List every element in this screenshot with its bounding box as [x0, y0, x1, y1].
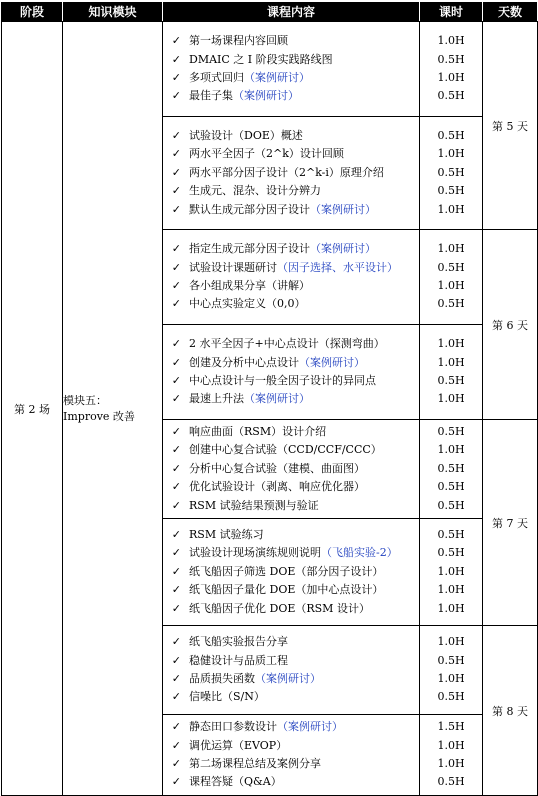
check-icon: ✓: [171, 392, 181, 406]
course-item-text: 最佳子集: [189, 89, 233, 103]
header-module: 知识模块: [63, 2, 163, 22]
course-item-text: 两水平部分因子设计（2^k-i）原理介绍: [189, 165, 384, 179]
course-item: [163, 390, 419, 408]
course-item-text: 纸飞船因子筛选 DOE（部分因子设计）: [189, 564, 384, 578]
case-study-tag: （案例研讨）: [244, 71, 310, 84]
hours-cell: [420, 420, 483, 519]
course-item: [163, 182, 419, 200]
schedule-block-row: [2, 22, 538, 117]
content-cell: [163, 420, 420, 519]
check-icon: ✓: [171, 34, 181, 48]
check-icon: ✓: [171, 443, 181, 457]
course-item-text: 试验设计（DOE）概述: [189, 129, 303, 143]
hours-value: 1.0H: [437, 443, 465, 457]
course-item: [163, 277, 419, 295]
hours-cell: [420, 519, 483, 626]
check-icon: ✓: [171, 355, 181, 369]
course-item-text: 各小组成果分享（讲解）: [189, 279, 310, 292]
course-item: [163, 633, 419, 651]
check-icon: ✓: [171, 757, 181, 770]
hours-value: 1.0H: [437, 738, 465, 752]
hours-value: 0.5H: [437, 653, 465, 667]
module-cell: [63, 22, 163, 796]
course-item-text: 信噪比（S/N）: [189, 690, 265, 704]
course-item: [163, 755, 419, 773]
content-cell: [163, 325, 420, 420]
course-item-text: 纸飞船实验报告分享: [189, 635, 288, 649]
hours-value: 1.0H: [437, 635, 465, 649]
course-item-text: 纸飞船因子量化 DOE（加中心点设计）: [189, 583, 384, 597]
hours-cell: [420, 117, 483, 230]
module-line-1: 模块五：: [63, 393, 107, 407]
course-item-text: RSM 试验结果预测与验证: [189, 498, 319, 512]
hours-cell: [420, 626, 483, 715]
module-line-2: Improve 改善: [63, 409, 135, 423]
header-hours: 课时: [420, 2, 483, 22]
hours-value: 0.5H: [437, 498, 465, 512]
check-icon: ✓: [171, 71, 181, 84]
hours-value: 1.0H: [437, 202, 465, 216]
content-cell: [163, 626, 420, 715]
hours-value: 1.0H: [437, 392, 465, 406]
course-item: [163, 69, 419, 87]
course-item-text: 试验设计现场演练规则说明: [189, 546, 321, 560]
course-item-text: 两水平全因子（2^k）设计回顾: [189, 147, 344, 161]
course-item: [163, 164, 419, 182]
hours-value: 1.0H: [437, 147, 465, 161]
check-icon: ✓: [171, 184, 181, 198]
hours-value: 1.0H: [437, 601, 465, 615]
day-cell: 第 8 天: [483, 626, 538, 796]
course-item-text: 课程答疑（Q&A）: [189, 775, 282, 789]
course-schedule-table: [1, 1, 538, 796]
day-cell: 第 7 天: [483, 420, 538, 626]
hours-value: 0.5H: [437, 297, 465, 311]
course-item: [163, 563, 419, 581]
hours-value: 1.0H: [437, 757, 465, 770]
content-cell: [163, 519, 420, 626]
check-icon: ✓: [171, 480, 181, 494]
check-icon: ✓: [171, 775, 181, 789]
check-icon: ✓: [171, 653, 181, 667]
course-item: [163, 652, 419, 670]
course-item-text: 最速上升法: [189, 392, 244, 406]
header-content: 课程内容: [163, 2, 420, 22]
case-study-tag: （案例研讨）: [310, 202, 376, 216]
check-icon: ✓: [171, 52, 181, 66]
case-study-tag: （飞船实验-2）: [321, 546, 398, 560]
check-icon: ✓: [171, 528, 181, 542]
course-item: [163, 127, 419, 145]
case-study-tag: （案例研讨）: [233, 89, 299, 103]
hours-value: 1.0H: [437, 242, 465, 256]
course-item: [163, 478, 419, 496]
check-icon: ✓: [171, 147, 181, 161]
check-icon: ✓: [171, 546, 181, 560]
check-icon: ✓: [171, 297, 181, 311]
course-item-text: 默认生成元部分因子设计: [189, 202, 310, 216]
course-item: [163, 441, 419, 459]
course-item: [163, 600, 419, 618]
course-item: [163, 240, 419, 258]
hours-value: 0.5H: [437, 480, 465, 494]
check-icon: ✓: [171, 461, 181, 475]
case-study-tag: （案例研讨）: [277, 720, 343, 734]
day-cell: 第 6 天: [483, 230, 538, 420]
content-cell: [163, 230, 420, 325]
hours-value: 1.0H: [437, 279, 465, 292]
hours-value: 0.5H: [437, 52, 465, 66]
header-days: 天数: [483, 2, 538, 22]
case-study-tag: （案例研讨）: [255, 672, 321, 685]
check-icon: ✓: [171, 690, 181, 704]
course-item-text: 第二场课程总结及案例分享: [189, 757, 321, 770]
hours-value: 1.0H: [437, 355, 465, 369]
case-study-tag: （案例研讨）: [310, 242, 376, 256]
check-icon: ✓: [171, 583, 181, 597]
course-item-text: 试验设计课题研讨: [189, 260, 277, 274]
hours-value: 1.0H: [437, 583, 465, 597]
hours-value: 1.0H: [437, 34, 465, 48]
course-item-text: 多项式回归: [189, 71, 244, 84]
hours-value: 0.5H: [437, 425, 465, 439]
hours-value: 0.5H: [437, 165, 465, 179]
course-item-text: 稳健设计与品质工程: [189, 653, 288, 667]
course-item-text: DMAIC 之 I 阶段实践路线图: [189, 52, 333, 66]
check-icon: ✓: [171, 720, 181, 734]
course-item: [163, 670, 419, 688]
check-icon: ✓: [171, 672, 181, 685]
check-icon: ✓: [171, 337, 181, 351]
hours-value: 1.0H: [437, 337, 465, 351]
hours-value: 0.5H: [437, 461, 465, 475]
course-item: [163, 259, 419, 277]
course-item-text: 静态田口参数设计: [189, 720, 277, 734]
course-item: [163, 201, 419, 219]
course-item: [163, 544, 419, 562]
course-item-text: 2 水平全因子+中心点设计（探测弯曲）: [189, 337, 385, 351]
course-item-text: 生成元、混杂、设计分辨力: [189, 184, 321, 198]
check-icon: ✓: [171, 425, 181, 439]
course-item-text: RSM 试验练习: [189, 528, 264, 542]
hours-cell: [420, 325, 483, 420]
hours-value: 0.5H: [437, 184, 465, 198]
course-item: [163, 737, 419, 755]
course-item-text: 纸飞船因子优化 DOE（RSM 设计）: [189, 601, 370, 615]
check-icon: ✓: [171, 738, 181, 752]
course-item: [163, 526, 419, 544]
course-item: [163, 295, 419, 313]
hours-value: 0.5H: [437, 374, 465, 387]
hours-value: 1.0H: [437, 71, 465, 84]
header-stage: 阶段: [2, 2, 63, 22]
case-study-tag: （因子选择、水平设计）: [277, 260, 398, 274]
header-row: [2, 2, 538, 22]
hours-value: 0.5H: [437, 260, 465, 274]
course-item-text: 调优运算（EVOP）: [189, 738, 288, 752]
course-item: [163, 423, 419, 441]
course-item: [163, 32, 419, 50]
course-item-text: 品质损失函数: [189, 672, 255, 685]
stage-cell: 第 2 场: [2, 22, 63, 796]
check-icon: ✓: [171, 129, 181, 143]
hours-value: 1.0H: [437, 564, 465, 578]
check-icon: ✓: [171, 635, 181, 649]
hours-cell: [420, 715, 483, 796]
course-item: [163, 460, 419, 478]
hours-cell: [420, 22, 483, 117]
course-item: [163, 497, 419, 515]
course-item: [163, 372, 419, 390]
hours-value: 0.5H: [437, 690, 465, 704]
content-cell: [163, 22, 420, 117]
course-item-text: 中心点实验定义（0,0）: [189, 297, 306, 311]
course-item-text: 第一场课程内容回顾: [189, 34, 288, 48]
course-item: [163, 335, 419, 353]
content-cell: [163, 117, 420, 230]
course-item: [163, 688, 419, 706]
course-item: [163, 718, 419, 736]
course-item-text: 指定生成元部分因子设计: [189, 242, 310, 256]
check-icon: ✓: [171, 564, 181, 578]
course-item: [163, 87, 419, 105]
check-icon: ✓: [171, 498, 181, 512]
hours-cell: [420, 230, 483, 325]
hours-value: 1.0H: [437, 672, 465, 685]
course-item: [163, 773, 419, 791]
hours-value: 0.5H: [437, 129, 465, 143]
course-item: [163, 51, 419, 69]
check-icon: ✓: [171, 165, 181, 179]
check-icon: ✓: [171, 279, 181, 292]
day-cell: 第 5 天: [483, 22, 538, 230]
check-icon: ✓: [171, 202, 181, 216]
hours-value: 0.5H: [437, 546, 465, 560]
hours-value: 1.5H: [437, 720, 465, 734]
check-icon: ✓: [171, 89, 181, 103]
hours-value: 0.5H: [437, 528, 465, 542]
check-icon: ✓: [171, 601, 181, 615]
check-icon: ✓: [171, 374, 181, 387]
course-item-text: 中心点设计与一般全因子设计的异同点: [189, 374, 376, 387]
hours-value: 0.5H: [437, 775, 465, 789]
course-item-text: 优化试验设计（剥离、响应优化器）: [189, 480, 365, 494]
course-item: [163, 581, 419, 599]
course-item-text: 创建及分析中心点设计: [189, 355, 299, 369]
content-cell: [163, 715, 420, 796]
case-study-tag: （案例研讨）: [244, 392, 310, 406]
check-icon: ✓: [171, 242, 181, 256]
course-item-text: 创建中心复合试验（CCD/CCF/CCC）: [189, 443, 382, 457]
check-icon: ✓: [171, 260, 181, 274]
course-item: [163, 354, 419, 372]
course-item: [163, 145, 419, 163]
schedule-body: [2, 22, 538, 796]
hours-value: 0.5H: [437, 89, 465, 103]
case-study-tag: （案例研讨）: [299, 355, 365, 369]
course-item-text: 响应曲面（RSM）设计介绍: [189, 425, 327, 439]
course-item-text: 分析中心复合试验（建模、曲面图）: [189, 461, 365, 475]
